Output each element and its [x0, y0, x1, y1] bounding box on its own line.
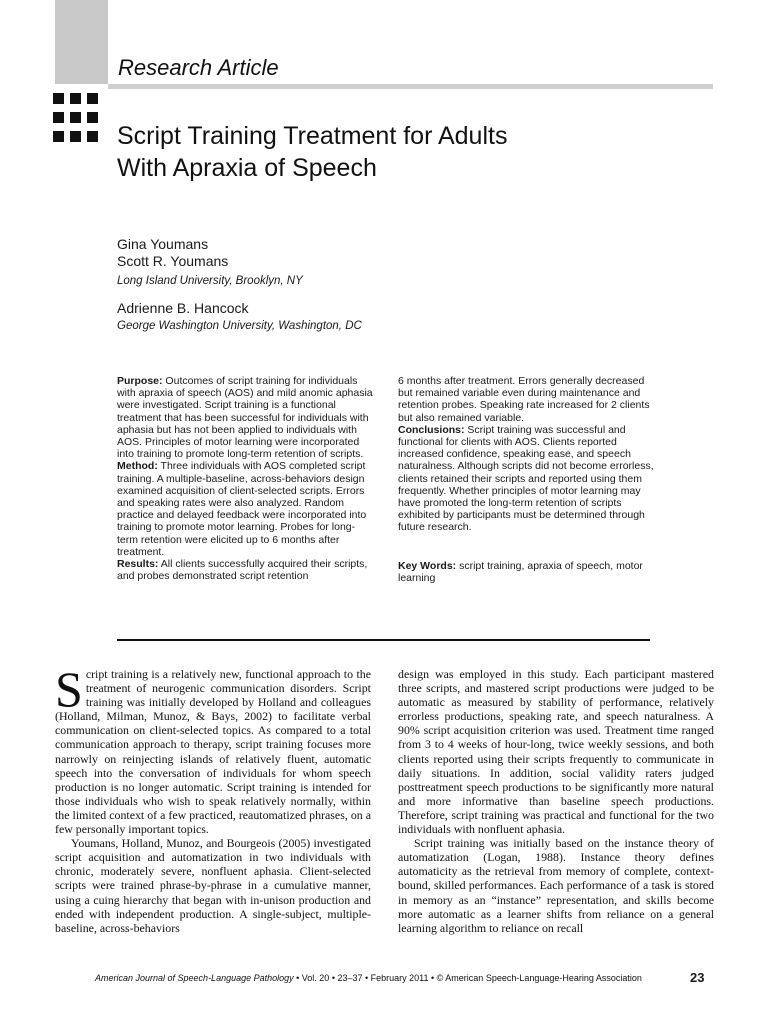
body-paragraph: design was employed in this study. Each participant mastered three scripts, and mastered script productions were judged to be automatic as measured by stability of performance, relatively errorless productions, speaking rate, and speech naturalness. A 90% script acquisition criterion was used. Treatment time ranged from 3 to 4 weeks of hour-long, twice weekly sessions, and both clients reported using their scripts frequently to communicate in daily situations. In addition, social validity raters judged posttreatment speech productions to be significantly more natural and more informative than baseline speech productions. Therefore, script training was practical and functional for the two individuals with nonfluent aphasia. — [398, 667, 714, 837]
square-mark — [70, 131, 81, 142]
abstract-divider — [117, 639, 650, 641]
abstract-keywords — [398, 560, 654, 584]
section-label: Research Article — [118, 55, 279, 80]
paragraph-text: cript training is a relatively new, functional approach to the treatment of neurogenic communication disorders. Script training was initially developed by Holland and colleagues (Holland, Milman, Munoz, & Bays, 2002) to facilitate verbal communication on client-selected topics. As compared to a total communication approach to therapy, script training focuses more narrowly on reinjecting islands of relatively fluent, automatic speech into the conversation of individuals for whom speech production is no longer automatic. Script training is intended for those individuals who wish to speak relatively normally, within the limited context of a few practiced, reautomatized phrases, on a few personally important topics. — [55, 667, 371, 837]
journal-name: American Journal of Speech-Language Pathology — [95, 973, 294, 983]
abstract-purpose — [117, 375, 373, 460]
author-affiliation: Long Island University, Brooklyn, NY — [117, 275, 303, 287]
abstract-right-column — [398, 375, 654, 584]
square-mark — [87, 131, 98, 142]
square-mark — [53, 112, 64, 123]
abstract-conclusions — [398, 424, 654, 534]
square-mark — [87, 93, 98, 104]
abstract-heading: Method: — [117, 460, 158, 473]
title-line-1: Script Training Treatment for Adults — [117, 122, 508, 150]
abstract-heading: Purpose: — [117, 375, 163, 387]
header-gray-tab — [55, 0, 108, 84]
abstract-left-column — [117, 375, 373, 582]
decorative-squares — [53, 93, 109, 143]
abstract-heading: Conclusions: — [398, 423, 465, 436]
body-left-column — [55, 661, 371, 935]
abstract-text: Script training was successful and functional for clients with AOS. Clients reported increased confidence, speaking ease, and speech naturalness. Although scripts did not become errorless, clients retained their scripts and reported using them frequently. Whether principles of motor learning may have promoted the long-term retention of scripts exhibited by participants must be determined through future research. — [398, 423, 654, 534]
abstract-text: Three individuals with AOS completed script training. A multiple-baseline, across-behaviors design examined acquisition of client-selected scripts. Errors and speaking rates were also analyzed. Random practice and delayed feedback were incorporated into training to promote motor learning. Probes for long-term retention were elicited up to 6 months after treatment. — [117, 460, 367, 558]
abstract-results-continued: 6 months after treatment. Errors generally decreased but remained variable even during maintenance and retention probes. Speaking rate increased for 2 clients but also remained variable. — [398, 375, 650, 424]
abstract-text: Outcomes of script training for individuals with apraxia of speech (AOS) and mild anomic aphasia were investigated. Script training is a functional treatment that has been successful for individuals with aphasia but has not been applied to individuals with AOS. Principles of motor learning were incorporated into training to promote long-term retention of scripts. — [117, 375, 373, 461]
page-number: 23 — [690, 970, 705, 985]
abstract-results — [117, 558, 373, 582]
author-affiliation: George Washington University, Washington, DC — [117, 320, 362, 332]
body-paragraph — [55, 661, 371, 837]
abstract-heading: Results: — [117, 558, 159, 571]
square-mark — [70, 93, 81, 104]
author-name: Adrienne B. Hancock — [117, 300, 249, 316]
author-name: Scott R. Youmans — [117, 253, 229, 269]
body-right-column — [398, 667, 714, 935]
square-mark — [53, 131, 64, 142]
square-mark — [70, 112, 81, 123]
title-line-2: With Apraxia of Speech — [117, 154, 377, 182]
abstract-text: script training, apraxia of speech, motor learning — [398, 559, 643, 584]
drop-cap: S — [55, 661, 83, 717]
square-mark — [87, 112, 98, 123]
square-mark — [53, 93, 64, 104]
article-title — [117, 120, 637, 184]
abstract-method — [117, 460, 373, 558]
body-paragraph: Youmans, Holland, Munoz, and Bourgeois (2005) investigated script acquisition and automatization in two individuals with chronic, moderately severe, nonfluent aphasia. Client-selected scripts were trained phrase-by-phrase in a cumulative manner, using a cuing hierarchy that began with in-unison production and ended with independent production. A single-subject, multiple-baseline, across-behaviors — [55, 836, 371, 935]
page-footer — [95, 973, 713, 983]
abstract-heading: Key Words: — [398, 559, 457, 572]
journal-details: • Vol. 20 • 23–37 • February 2011 • © American Speech-Language-Hearing Association — [293, 973, 642, 983]
abstract-text: All clients successfully acquired their scripts, and probes demonstrated script retention — [117, 558, 368, 583]
author-name: Gina Youmans — [117, 236, 209, 252]
header-rule — [108, 84, 713, 89]
body-paragraph: Script training was initially based on the instance theory of automatization (Logan, 1988). Instance theory defines automaticity as the retrieval from memory of complete, context-bound, skilled performances. Each performance of a task is stored in memory as an “instance” representation, and skills become more automatic as a learner shifts from reliance on a general learning algorithm to reliance on recall — [398, 836, 714, 935]
